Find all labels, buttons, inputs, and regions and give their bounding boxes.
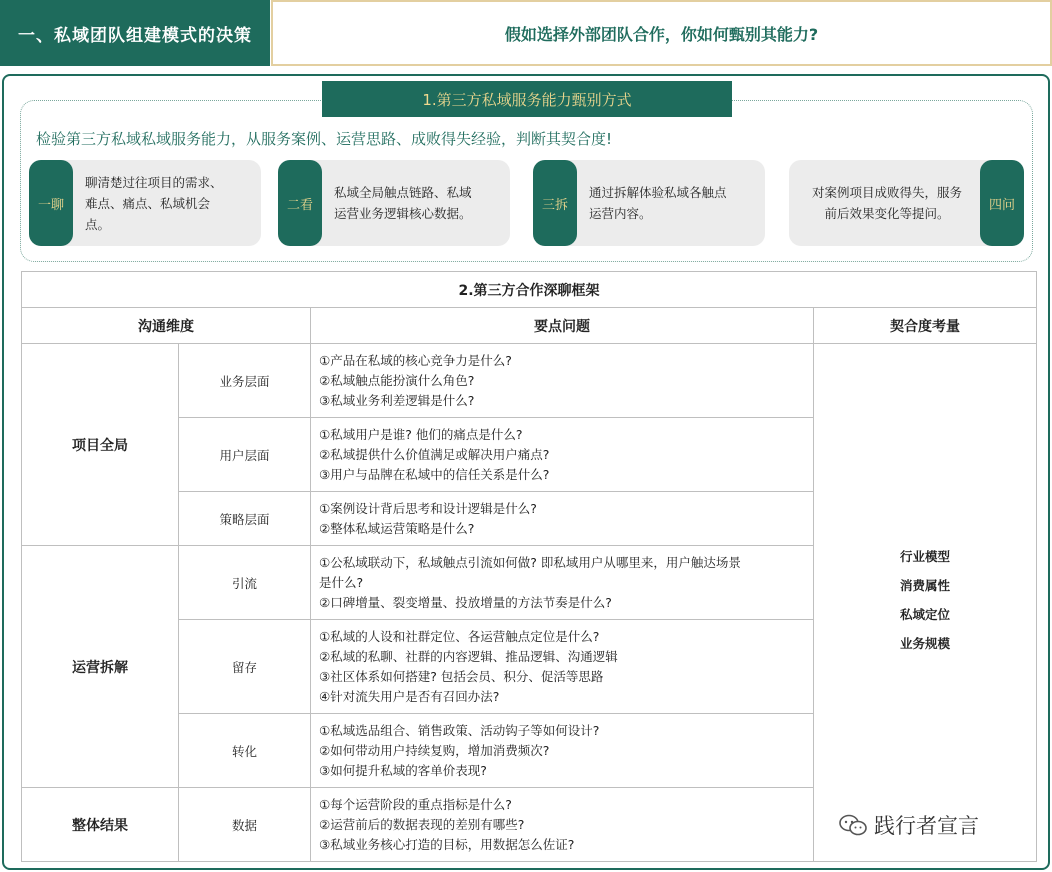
table-title: 2.第三方合作深聊框架 (22, 272, 1037, 308)
sub-dimension: 数据 (179, 788, 311, 862)
watermark-text: 践行者宣言 (874, 814, 979, 838)
card-tag: 一聊 (29, 160, 73, 246)
framework-table (21, 271, 1037, 862)
header-questions: 要点问题 (311, 308, 814, 344)
question-cell (311, 492, 814, 546)
card-look (278, 160, 510, 246)
fit-item: 消费属性 (899, 578, 950, 593)
section1-intro: 检验第三方私域私域服务能力，从服务案例、运营思路、成败得失经验，判断其契合度! (36, 130, 613, 148)
question-line: ①产品在私域的核心竞争力是什么? (319, 352, 512, 368)
wechat-icon (838, 813, 868, 837)
card-line: 运营内容。 (589, 206, 652, 221)
header-right-title: 假如选择外部团队合作，你如何甄别其能力? (271, 0, 1052, 66)
question-line: ②私域触点能扮演什么角色? (319, 372, 475, 388)
sub-dimension: 业务层面 (179, 344, 311, 418)
table-row (22, 344, 1037, 418)
sub-dimension: 转化 (179, 714, 311, 788)
question-line: ①私域选品组合、销售政策、活动钩子等如何设计? (319, 722, 600, 738)
card-line: 对案例项目成败得失，服务 (811, 185, 962, 200)
question-line: ①案例设计背后思考和设计逻辑是什么? (319, 500, 537, 516)
card-dismantle (533, 160, 765, 246)
question-line: ③私域业务核心打造的目标，用数据怎么佐证? (319, 836, 575, 852)
question-line: ②运营前后的数据表现的差别有哪些? (319, 816, 525, 832)
card-ask (789, 160, 1024, 246)
category-results: 整体结果 (22, 788, 179, 862)
question-cell (311, 344, 814, 418)
card-text (589, 160, 761, 246)
question-cell (311, 788, 814, 862)
card-tag: 三拆 (533, 160, 577, 246)
card-text (797, 160, 977, 246)
question-line: ③用户与品牌在私域中的信任关系是什么? (319, 466, 550, 482)
watermark (838, 810, 979, 840)
question-line: ②如何带动用户持续复购，增加消费频次? (319, 742, 550, 758)
sub-dimension: 策略层面 (179, 492, 311, 546)
fit-item: 业务规模 (899, 636, 950, 651)
question-line: ②整体私域运营策略是什么? (319, 520, 475, 536)
question-cell (311, 620, 814, 714)
card-text (85, 160, 257, 246)
question-cell (311, 714, 814, 788)
question-line: ④针对流失用户是否有召回办法? (319, 688, 500, 704)
question-line: ③社区体系如何搭建? 包括会员、积分、促活等思路 (319, 668, 604, 684)
question-line: ③如何提升私域的客单价表现? (319, 762, 487, 778)
card-line: 点。 (85, 216, 111, 232)
header-left-title: 一、私域团队组建模式的决策 (0, 0, 270, 66)
question-line: ②口碑增量、裂变增量、投放增量的方法节奏是什么? (319, 594, 612, 610)
question-line: ②私域的私聊、社群的内容逻辑、推品逻辑、沟通逻辑 (319, 648, 618, 664)
fit-cell (814, 344, 1037, 862)
question-line: ③私域业务利差逻辑是什么? (319, 392, 475, 408)
question-cell (311, 418, 814, 492)
fit-item: 私域定位 (899, 607, 950, 622)
question-cell (311, 546, 814, 620)
card-text (334, 160, 506, 246)
category-project: 项目全局 (22, 344, 179, 546)
card-line: 前后效果变化等提问。 (824, 206, 950, 221)
card-line: 运营业务逻辑核心数据。 (334, 206, 472, 221)
sub-dimension: 用户层面 (179, 418, 311, 492)
card-tag: 二看 (278, 160, 322, 246)
question-line: ②私域提供什么价值满足或解决用户痛点? (319, 446, 550, 462)
card-tag: 四问 (980, 160, 1024, 246)
question-line: 是什么? (319, 574, 364, 590)
card-line: 私域全局触点链路、私域 (334, 185, 472, 200)
header-fit: 契合度考量 (814, 308, 1037, 344)
card-chat (29, 160, 261, 246)
question-line: ①每个运营阶段的重点指标是什么? (319, 796, 512, 812)
category-operations: 运营拆解 (22, 546, 179, 788)
question-line: ①私域的人设和社群定位、各运营触点定位是什么? (319, 628, 600, 644)
section1-title: 1.第三方私域服务能力甄别方式 (322, 81, 732, 117)
sub-dimension: 留存 (179, 620, 311, 714)
card-line: 难点、痛点、私域机会 (85, 195, 211, 211)
question-line: ①私域用户是谁? 他们的痛点是什么? (319, 426, 523, 442)
header-dimension: 沟通维度 (22, 308, 311, 344)
card-line: 通过拆解体验私域各触点 (589, 185, 727, 200)
card-line: 聊清楚过往项目的需求、 (85, 174, 223, 190)
fit-item: 行业模型 (899, 549, 950, 564)
question-line: ①公私域联动下，私域触点引流如何做? 即私域用户从哪里来，用户触达场景 (319, 554, 741, 570)
sub-dimension: 引流 (179, 546, 311, 620)
